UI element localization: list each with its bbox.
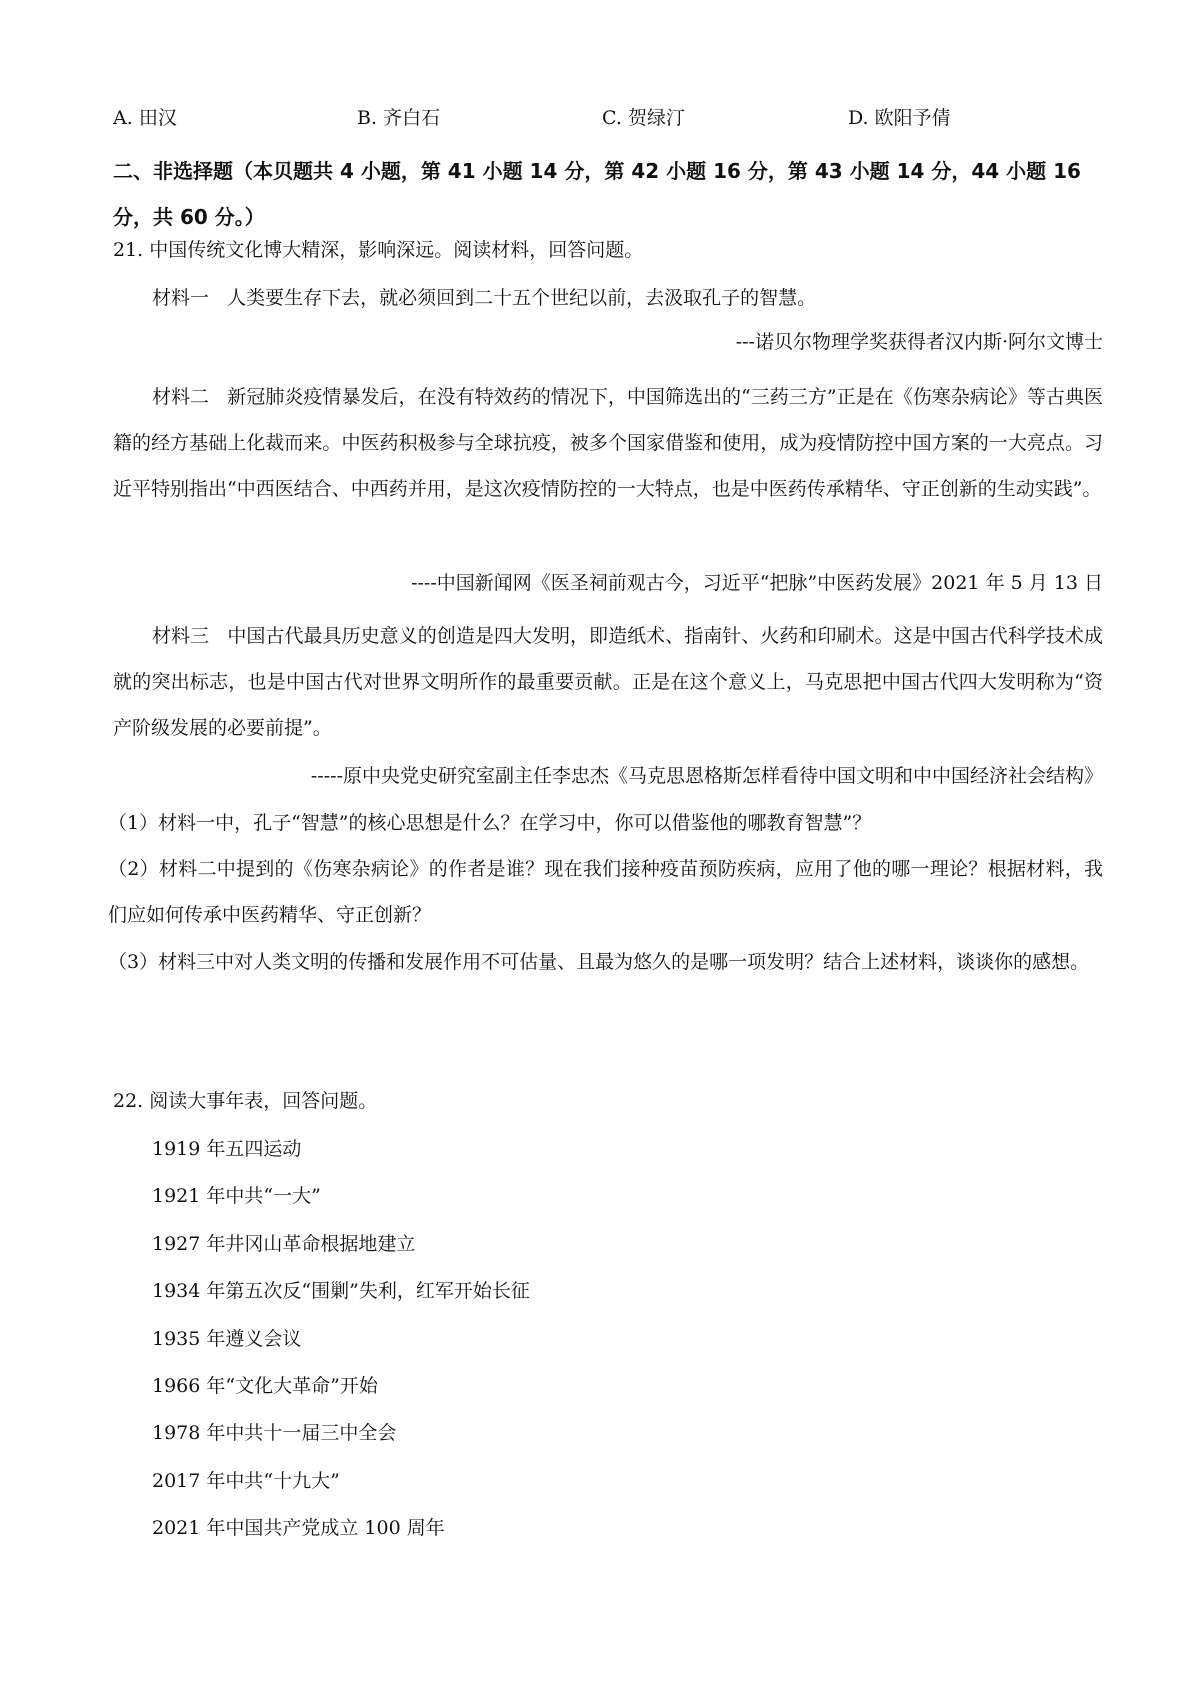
material-3-label: 材料三	[152, 625, 210, 647]
answer-options	[113, 100, 1113, 136]
material-1-label: 材料一	[152, 287, 210, 309]
timeline-item: 1921 年中共“一大”	[152, 1185, 321, 1208]
material-3-text: 中国古代最具历史意义的创造是四大发明，即造纸术、指南针、火药和印刷术。这是中国古代科学技术成就的突出标志，也是中国古代对世界文明所作的最重要贡献。正是在这个意义上，马克思把中国古代四大发明称为“资产阶级发展的必要前提”。	[113, 625, 1103, 739]
timeline-item: 1934 年第五次反“围剿”失利，红军开始长征	[152, 1280, 530, 1303]
material-3	[113, 613, 1103, 751]
question-21-stem: 21. 中国传统文化博大精深，影响深远。阅读材料，回答问题。	[113, 239, 644, 261]
material-1-source: ---诺贝尔物理学奖获得者汉内斯·阿尔文博士	[735, 331, 1103, 353]
timeline-item: 1927 年井冈山革命根据地建立	[152, 1232, 416, 1255]
timeline-item: 1919 年五四运动	[152, 1138, 302, 1160]
option-c: C. 贺绿汀	[602, 107, 685, 129]
timeline-item: 2017 年中共“十九大”	[152, 1469, 340, 1492]
question-21-part-1: （1）材料一中，孔子“智慧”的核心思想是什么？在学习中，你可以借鉴他的哪教育智慧”？	[108, 812, 872, 834]
option-d: D. 欧阳予倩	[848, 107, 951, 129]
question-21-part-2: （2）材料二中提到的《伤寒杂病论》的作者是谁？现在我们接种疫苗预防疾病，应用了他的哪一理论？根据材料，我们应如何传承中医药精华、守正创新？	[108, 858, 1103, 926]
option-a: A. 田汉	[113, 107, 177, 129]
material-2-text: 新冠肺炎疫情暴发后，在没有特效药的情况下，中国筛选出的“三药三方”正是在《伤寒杂病论》等古典医籍的经方基础上化裁而来。中医药积极参与全球抗疫，被多个国家借鉴和使用，成为疫情防控中国方案的一大亮点。习近平特别指出“中西医结合、中西药并用，是这次疫情防控的一大特点，也是中医药传承精华、守正创新的生动实践”。	[113, 386, 1103, 500]
option-b: B. 齐白石	[357, 107, 441, 129]
timeline-list	[152, 1133, 752, 1560]
timeline-item: 1978 年中共十一届三中全会	[152, 1422, 397, 1445]
timeline-item: 1966 年“文化大革命”开始	[152, 1374, 378, 1397]
material-2-label: 材料二	[152, 386, 210, 408]
material-2-source: ----中国新闻网《医圣祠前观古今，习近平“把脉”中医药发展》2021 年 5 月 13 日	[411, 572, 1103, 594]
timeline-item: 2021 年中国共产党成立 100 周年	[152, 1517, 445, 1540]
question-22-stem: 22. 阅读大事年表，回答问题。	[113, 1090, 378, 1112]
section-title: 二、非选择题（本贝题共 4 小题，第 41 小题 14 分，第 42 小题 16 分，第 43 小题 14 分，44 小题 16 分，共 60 分。）	[113, 159, 1081, 229]
material-1-text: 人类要生存下去，就必须回到二十五个世纪以前，去汲取孔子的智慧。	[227, 287, 817, 309]
timeline-item: 1935 年遵义会议	[152, 1327, 302, 1350]
question-21-part-3: （3）材料三中对人类文明的传播和发展作用不可估量、且最为悠久的是哪一项发明？结合上述材料，谈谈你的感想。	[108, 951, 1090, 973]
material-2	[113, 374, 1103, 512]
material-1	[152, 282, 816, 314]
material-3-source: -----原中央党史研究室副主任李忠杰《马克思恩格斯怎样看待中国文明和中中国经济社会结构》	[310, 765, 1103, 787]
